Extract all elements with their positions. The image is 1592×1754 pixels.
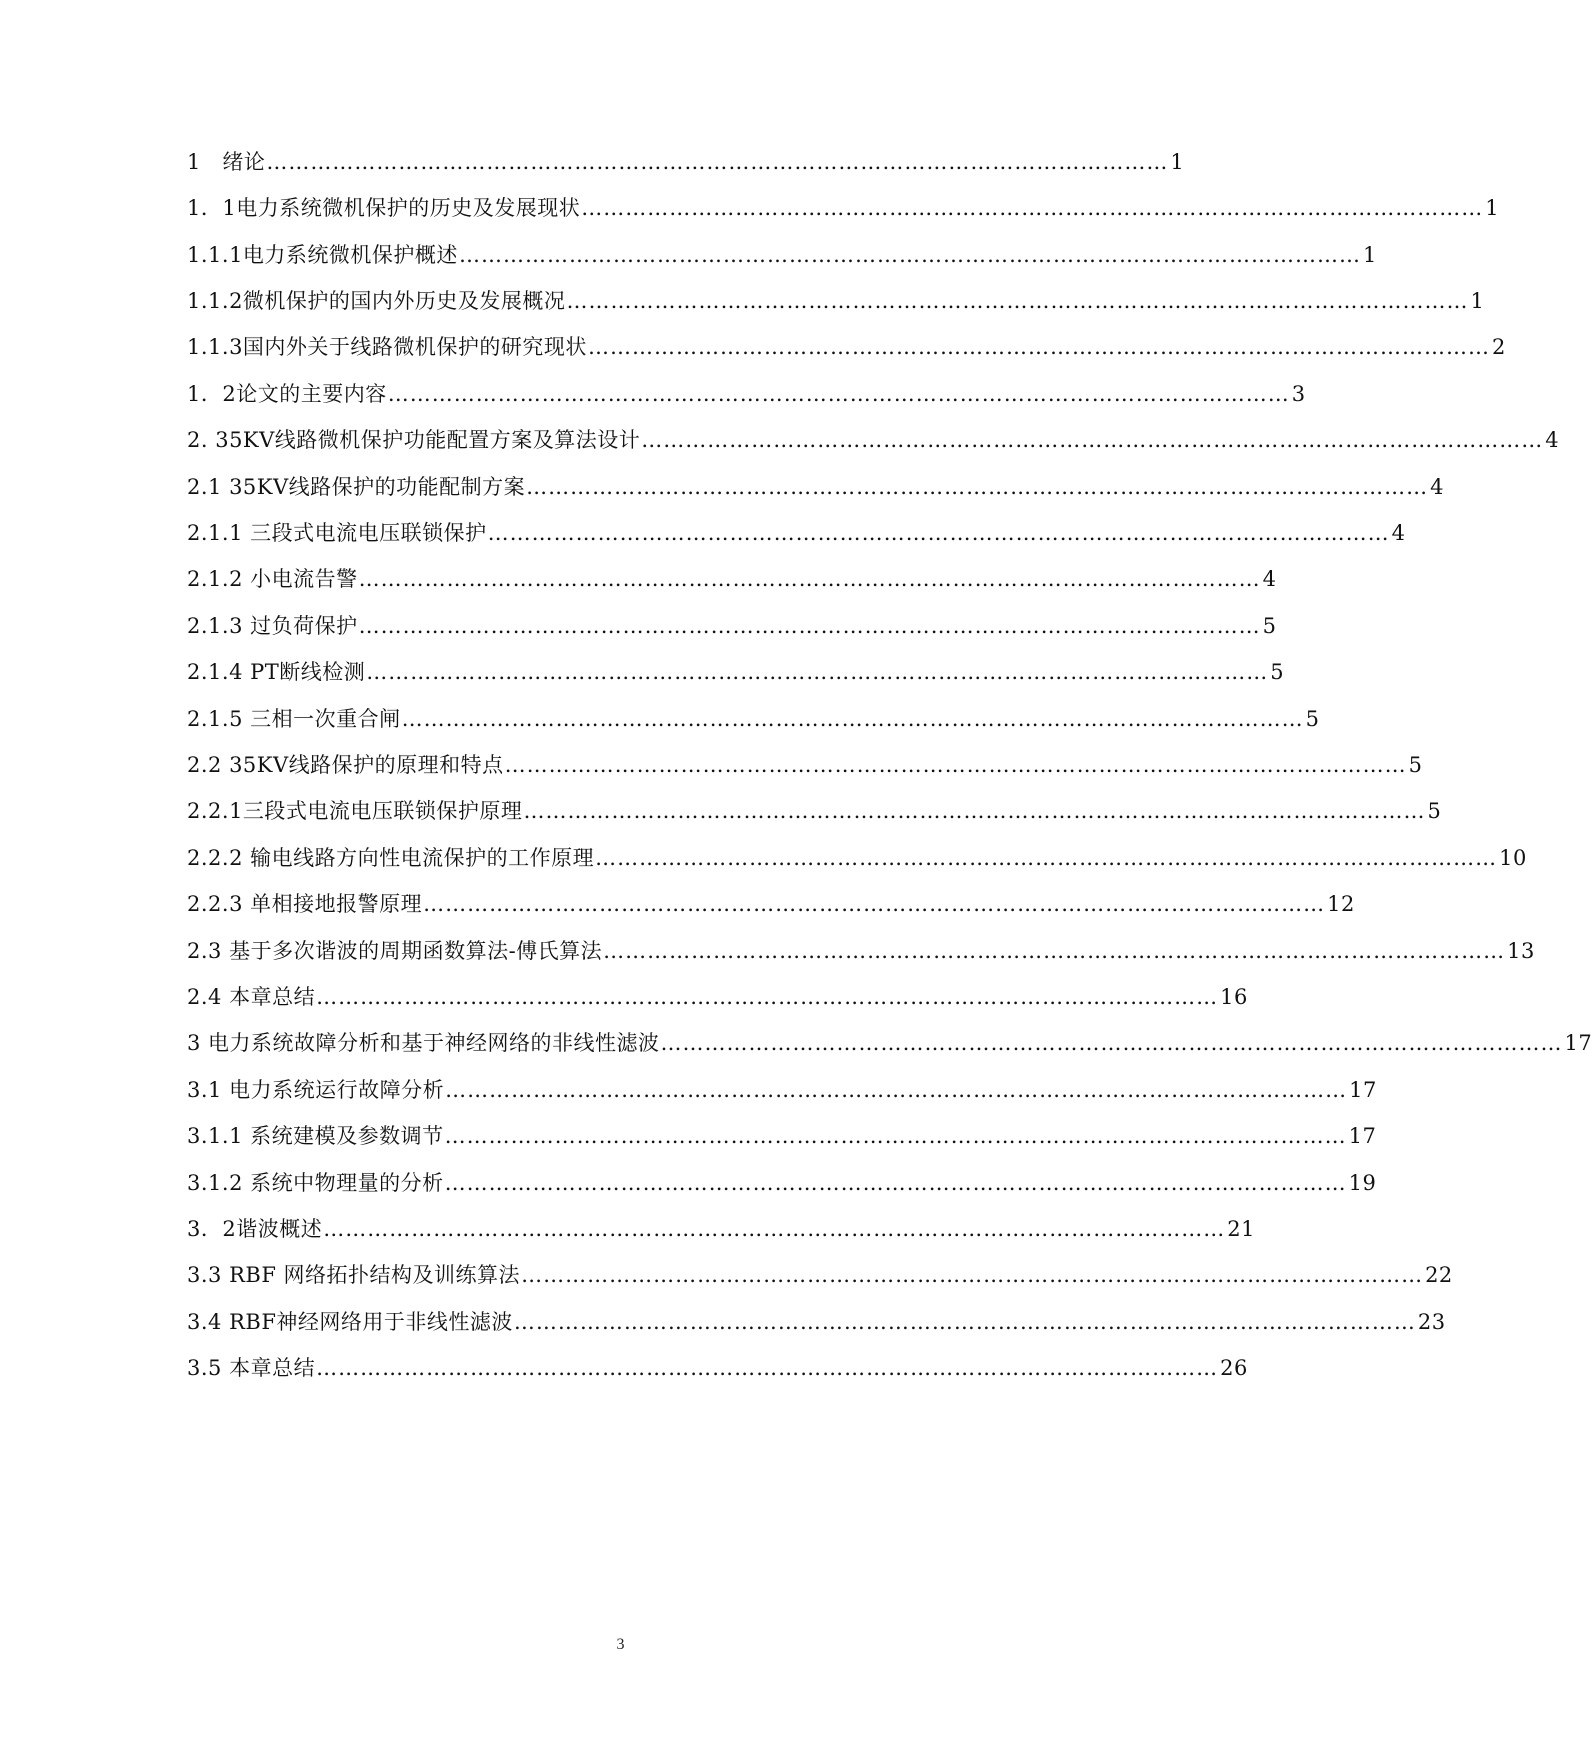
toc-entry-title: 2.2.3 单相接地报警原理 (187, 892, 423, 916)
toc-entry-page: 5 (1427, 799, 1442, 823)
toc-entry (187, 1352, 1248, 1392)
toc-entry (187, 146, 1185, 186)
toc-entry-page: 3 (1291, 382, 1306, 406)
toc-entry-title: 1．2论文的主要内容 (187, 382, 387, 406)
toc-dot-leader: …………………………………………………………………………………………………………… (444, 1124, 1347, 1148)
toc-entry-page: 13 (1507, 939, 1535, 963)
toc-entry-title: 3.1.1 系统建模及参数调节 (187, 1124, 444, 1148)
toc-entry-page: 5 (1305, 707, 1320, 731)
toc-entry-title: 2.2.1三段式电流电压联锁保护原理 (187, 799, 523, 823)
toc-entry-title: 2.3 基于多次谐波的周期函数算法-傅氏算法 (187, 939, 603, 963)
toc-entry-page: 4 (1391, 521, 1406, 545)
toc-entry-page: 10 (1499, 846, 1527, 870)
toc-entry (187, 1259, 1453, 1299)
toc-entry (187, 517, 1406, 557)
toc-entry (187, 656, 1285, 696)
toc-entry-page: 17 (1349, 1078, 1377, 1102)
toc-entry-title: 3.1.2 系统中物理量的分析 (187, 1171, 444, 1195)
toc-entry (187, 842, 1527, 882)
toc-entry-page: 4 (1545, 428, 1560, 452)
toc-entry-page: 16 (1220, 985, 1248, 1009)
toc-dot-leader: …………………………………………………………………………………………………………… (641, 428, 1544, 452)
toc-entry (187, 795, 1442, 835)
toc-dot-leader: …………………………………………………………………………………………………………… (603, 939, 1506, 963)
toc-entry-page: 23 (1417, 1310, 1446, 1334)
toc-entry-title: 2.1.2 小电流告警 (187, 567, 358, 591)
toc-entry-title: 1.1.2微机保护的国内外历史及发展概况 (187, 289, 566, 313)
toc-entry (187, 1167, 1377, 1207)
toc-entry-page: 12 (1327, 892, 1355, 916)
page-number: 3 (616, 1636, 625, 1653)
toc-entry (187, 424, 1560, 464)
toc-entry-page: 1 (1470, 289, 1485, 313)
toc-dot-leader: …………………………………………………………………………………………………………… (444, 1171, 1347, 1195)
toc-entry-title: 1 绪论 (187, 150, 266, 174)
toc-dot-leader: …………………………………………………………………………………………………………… (523, 799, 1426, 823)
toc-dot-leader: …………………………………………………………………………………………………………… (316, 985, 1219, 1009)
toc-entry-title: 3.5 本章总结 (187, 1356, 316, 1380)
toc-entry-title: 3 电力系统故障分析和基于神经网络的非线性滤波 (187, 1031, 660, 1055)
toc-entry (187, 1306, 1446, 1346)
toc-dot-leader: …………………………………………………………………………………………………………… (358, 567, 1261, 591)
toc-dot-leader: …………………………………………………………………………………………………………… (526, 475, 1429, 499)
toc-entry-page: 2 (1491, 335, 1506, 359)
toc-dot-leader: …………………………………………………………………………………………………………… (595, 846, 1498, 870)
toc-entry-page: 5 (1408, 753, 1423, 777)
toc-dot-leader: …………………………………………………………………………………………………………… (587, 335, 1490, 359)
toc-entry (187, 563, 1277, 603)
toc-entry (187, 703, 1320, 743)
toc-entry (187, 192, 1500, 232)
toc-dot-leader: …………………………………………………………………………………………………………… (487, 521, 1390, 545)
toc-entry-page: 4 (1262, 567, 1277, 591)
toc-entry-page: 5 (1262, 614, 1277, 638)
toc-dot-leader: …………………………………………………………………………………………………………… (366, 660, 1269, 684)
toc-entry-page: 17 (1348, 1124, 1377, 1148)
toc-entry-title: 2.4 本章总结 (187, 985, 316, 1009)
toc-dot-leader: …………………………………………………………………………………………………………… (660, 1031, 1563, 1055)
toc-entry-title: 2.1.4 PT断线检测 (187, 660, 366, 684)
toc-entry-page: 5 (1270, 660, 1285, 684)
toc-entry-title: 3.1 电力系统运行故障分析 (187, 1078, 445, 1102)
toc-dot-leader: …………………………………………………………………………………………………………… (266, 150, 1169, 174)
toc-entry-title: 2. 35KV线路微机保护功能配置方案及算法设计 (187, 428, 641, 452)
toc-entry (187, 1120, 1377, 1160)
toc-dot-leader: …………………………………………………………………………………………………………… (401, 707, 1304, 731)
toc-entry (187, 981, 1248, 1021)
toc-entry (187, 935, 1535, 975)
toc-dot-leader: …………………………………………………………………………………………………………… (504, 753, 1407, 777)
toc-dot-leader: …………………………………………………………………………………………………………… (521, 1263, 1424, 1287)
toc-entry-title: 1.1.3国内外关于线路微机保护的研究现状 (187, 335, 587, 359)
toc-entry-page: 1 (1362, 243, 1377, 267)
toc-entry-page: 26 (1220, 1356, 1248, 1380)
toc-entry-title: 2.1.3 过负荷保护 (187, 614, 358, 638)
toc-entry-page: 1 (1485, 196, 1500, 220)
toc-entry (187, 331, 1506, 371)
toc-dot-leader: …………………………………………………………………………………………………………… (458, 243, 1361, 267)
toc-entry-page: 17 (1564, 1031, 1592, 1055)
toc-entry (187, 1027, 1592, 1067)
toc-entry-page: 1 (1170, 150, 1185, 174)
toc-entry-page: 22 (1425, 1263, 1453, 1287)
toc-dot-leader: …………………………………………………………………………………………………………… (513, 1310, 1416, 1334)
toc-dot-leader: …………………………………………………………………………………………………………… (316, 1356, 1219, 1380)
toc-dot-leader: …………………………………………………………………………………………………………… (387, 382, 1290, 406)
toc-entry (187, 1213, 1255, 1253)
toc-dot-leader: …………………………………………………………………………………………………………… (566, 289, 1469, 313)
toc-entry-title: 3.3 RBF 网络拓扑结构及训练算法 (187, 1263, 521, 1287)
toc-entry (187, 239, 1377, 279)
toc-entry-title: 1.1.1电力系统微机保护概述 (187, 243, 458, 267)
toc-entry-title: 3．2谐波概述 (187, 1217, 323, 1241)
toc-entry (187, 888, 1355, 928)
toc-entry-title: 2.2.2 输电线路方向性电流保护的工作原理 (187, 846, 595, 870)
toc-entry-title: 2.1 35KV线路保护的功能配制方案 (187, 475, 526, 499)
toc-dot-leader: …………………………………………………………………………………………………………… (323, 1217, 1226, 1241)
toc-entry (187, 378, 1306, 418)
toc-entry-page: 4 (1430, 475, 1445, 499)
toc-entry-title: 3.4 RBF神经网络用于非线性滤波 (187, 1310, 513, 1334)
toc-entry (187, 610, 1277, 650)
toc-entry-title: 1．1电力系统微机保护的历史及发展现状 (187, 196, 581, 220)
toc-dot-leader: …………………………………………………………………………………………………………… (581, 196, 1484, 220)
toc-entry (187, 749, 1423, 789)
toc-dot-leader: …………………………………………………………………………………………………………… (358, 614, 1261, 638)
toc-entry (187, 285, 1485, 325)
toc-entry-title: 2.2 35KV线路保护的原理和特点 (187, 753, 504, 777)
toc-entry-title: 2.1.5 三相一次重合闸 (187, 707, 401, 731)
toc-entry-title: 2.1.1 三段式电流电压联锁保护 (187, 521, 487, 545)
toc-entry (187, 471, 1445, 511)
toc-entry-page: 19 (1348, 1171, 1377, 1195)
toc-entry (187, 1074, 1377, 1114)
toc-entry-page: 21 (1227, 1217, 1255, 1241)
toc-dot-leader: …………………………………………………………………………………………………………… (445, 1078, 1348, 1102)
toc-dot-leader: …………………………………………………………………………………………………………… (423, 892, 1326, 916)
